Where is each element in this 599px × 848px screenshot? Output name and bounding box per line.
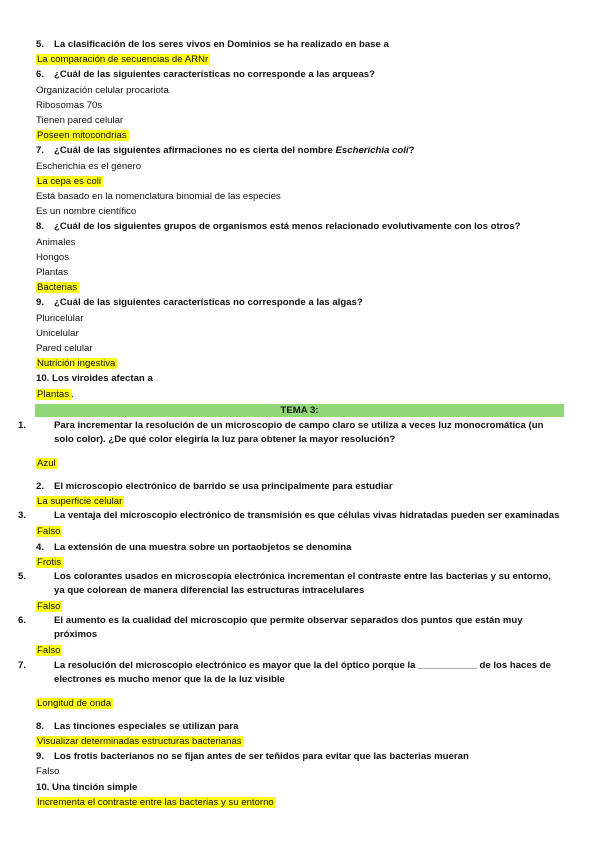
question-text: Las tinciones especiales se utilizan para bbox=[54, 720, 239, 732]
question: 10. Una tinción simple bbox=[36, 781, 138, 793]
question-text: Los colorantes usados en microscopía electrónica incrementan el contraste entre las bacterias y su entorno, ya que colorean de manera diferencial las estructuras intracelulares bbox=[54, 571, 551, 597]
highlighted-answer: Falso bbox=[37, 526, 61, 538]
highlighted-answer: Incrementa el contraste entre las bacterias y su entorno bbox=[37, 796, 274, 808]
highlighted-answer: Falso bbox=[37, 601, 61, 613]
question-text: Una tinción simple bbox=[52, 781, 138, 793]
question-text: La ventaja del microscopio electrónico de transmisión es que células vivas hidratadas pueden ser examinadas bbox=[54, 510, 560, 522]
answer-text: Falso bbox=[36, 766, 60, 778]
highlighted-answer: Poseen mitocondrias bbox=[37, 130, 127, 142]
question: 7. ¿Cuál de las siguientes afirmaciones no es cierta del nombre Escherichia coli? bbox=[36, 145, 415, 157]
question-text: Los frotis bacterianos no se fijan antes de ser teñidos para evitar que las bacterias mueran bbox=[54, 751, 469, 763]
answer-option: Ribosomas 70s bbox=[36, 99, 103, 111]
question-text: La resolución del microscopio electrónico es mayor que la del óptico porque la ___________ de los haces de electrones es mucho menor que la de la luz visible bbox=[54, 659, 551, 685]
question: 4. La extensión de una muestra sobre un portaobjetos se denomina bbox=[36, 541, 352, 553]
document-page: 5. La clasificación de los seres vivos en Dominios se ha realizado en base a La comparación de secuencias de ARNr 6. ¿Cuál de las siguientes características no corresponde a las arqueas? Organización celular procariota Ribosomas 70s Tienen pared celular Poseen mitocondrias 7. ¿Cuál de las siguientes afirmaciones no es cierta del nombre Escherichia coli? Escherichia es el género La cepa es coli Está basado en la nomenclatura binomial de las especies Es un nombre científico 8. ¿Cuál de los siguientes grupos de organismos está menos relacionado evolutivamente con los otros? Animales Hongos Plantas Bacterias 9. ¿Cuál de las siguientes características no corresponde a las algas? Pluricelular Unicelular Pared celular Nutrición ingestiva 10. Los viroides afectan a Plantas . TEMA 3: 1. Para incrementar la resolución de un microscopio de campo claro se utiliza a veces luz monocromática (un solo color). ¿De qué color elegiría la luz para obtener la mayor resolución? Azul 2. El microscopio electrónico de barrido se usa principalmente para estudiar La superficie celular 3. La ventaja del microscopio electrónico de transmisión es que células vivas hidratadas pueden ser examinadas Falso 4. La extensión de una muestra sobre un portaobjetos se denomina Frotis 5. Los colorantes usados en microscopía electrónica incrementan el contraste entre las bacterias y su entorno, ya que colorean de manera diferencial las estructuras intracelulares Falso 6. El aumento es la cualidad del microscopio que permite observar separados dos puntos que están muy próximos Falso 7. La resolución del microscopio electrónico es mayor que la del óptico porque la ___________ de los haces de electrones es mucho menor que la de la luz visible Longitud de onda 8. Las tinciones especiales se utilizan para Visualizar determinadas estructuras bacterianas 9. Los frotis bacterianos no se fijan antes de ser teñidos para evitar que las bacterias mueran Falso 10. Una tinción simple Incrementa el contraste entre las bacterias y su entorno bbox=[36, 37, 563, 810]
answer-option: Escherichia es el género bbox=[36, 160, 142, 172]
highlighted-answer: La comparación de secuencias de ARNr bbox=[37, 54, 209, 66]
answer-option: Organización celular procariota bbox=[36, 84, 169, 96]
question-text: La clasificación de los seres vivos en Dominios se ha realizado en base a bbox=[54, 39, 389, 50]
question-text: El aumento es la cualidad del microscopio que permite observar separados dos puntos que están muy próximos bbox=[54, 615, 523, 641]
highlighted-answer: Falso bbox=[37, 645, 61, 657]
question-text: ¿Cuál de las siguientes características no corresponde a las algas? bbox=[54, 297, 363, 309]
answer-option: Animales bbox=[36, 236, 76, 248]
highlighted-answer: Frotis bbox=[37, 556, 61, 568]
answer-option: Unicelular bbox=[36, 327, 79, 339]
species-name: Escherichia coli bbox=[335, 145, 409, 157]
question-text: ¿Cuál de las siguientes afirmaciones no es cierta del nombre bbox=[54, 145, 336, 157]
answer-option: Plantas bbox=[36, 267, 68, 279]
answer-option: Hongos bbox=[36, 251, 70, 263]
answer-option: Tienen pared celular bbox=[36, 115, 124, 127]
question: 10. Los viroides afectan a bbox=[36, 373, 153, 385]
answer-option: Pluricelular bbox=[36, 312, 84, 324]
answer-option: Está basado en la nomenclatura binomial de las especies bbox=[36, 191, 281, 203]
question-text: Los viroides afectan a bbox=[52, 373, 153, 385]
question-text: ¿Cuál de las siguientes características no corresponde a las arqueas? bbox=[54, 69, 375, 81]
question: 9. ¿Cuál de las siguientes características no corresponde a las algas? bbox=[36, 297, 363, 309]
question: 5. La clasificación de los seres vivos en Dominios se ha realizado en base a bbox=[36, 39, 389, 50]
question: 3. La ventaja del microscopio electrónico de transmisión es que células vivas hidratadas pueden ser examinadas bbox=[18, 510, 560, 522]
question: 8. ¿Cuál de los siguientes grupos de organismos está menos relacionado evolutivamente con los otros? bbox=[36, 221, 521, 233]
section-header: TEMA 3: bbox=[35, 404, 564, 417]
question: 1. Para incrementar la resolución de un microscopio de campo claro se utiliza a veces luz monocromática (un solo color). ¿De qué color elegiría la luz para obtener la mayor resolución? bbox=[18, 419, 544, 445]
question-text: La extensión de una muestra sobre un portaobjetos se denomina bbox=[54, 541, 352, 553]
highlighted-answer: Azul bbox=[37, 457, 56, 469]
question: 7. La resolución del microscopio electrónico es mayor que la del óptico porque la ___________ de los haces de electrones es mucho menor que la de la luz visible bbox=[18, 659, 551, 685]
question: 6. El aumento es la cualidad del microscopio que permite observar separados dos puntos que están muy próximos bbox=[18, 615, 523, 641]
highlighted-answer: Bacterias bbox=[37, 282, 77, 294]
highlighted-answer: La cepa es coli bbox=[37, 175, 101, 187]
question-text: El microscopio electrónico de barrido se usa principalmente para estudiar bbox=[54, 481, 393, 493]
question: 5. Los colorantes usados en microscopía electrónica incrementan el contraste entre las bacterias y su entorno, ya que colorean de manera diferencial las estructuras intracelulares bbox=[18, 571, 551, 597]
question-text: ¿Cuál de los siguientes grupos de organismos está menos relacionado evolutivamente con los otros? bbox=[54, 221, 521, 233]
question: 2. El microscopio electrónico de barrido se usa principalmente para estudiar bbox=[36, 481, 393, 493]
question-text: Para incrementar la resolución de un microscopio de campo claro se utiliza a veces luz monocromática (un solo color). ¿De qué color elegiría la luz para obtener la mayor resolución? bbox=[54, 419, 544, 445]
question: 9. Los frotis bacterianos no se fijan antes de ser teñidos para evitar que las bacterias mueran bbox=[36, 751, 469, 763]
highlighted-answer: La superficie celular bbox=[37, 496, 123, 508]
question: 6. ¿Cuál de las siguientes características no corresponde a las arqueas? bbox=[36, 69, 375, 81]
highlighted-answer: Nutrición ingestiva bbox=[37, 358, 116, 370]
answer-option: Es un nombre científico bbox=[36, 206, 137, 218]
highlighted-answer: Longitud de onda bbox=[37, 697, 112, 709]
answer-option: Pared celular bbox=[36, 343, 93, 355]
highlighted-answer: Visualizar determinadas estructuras bacterianas bbox=[37, 735, 242, 747]
question: 8. Las tinciones especiales se utilizan para bbox=[36, 720, 239, 732]
highlighted-answer: Plantas bbox=[37, 388, 69, 400]
